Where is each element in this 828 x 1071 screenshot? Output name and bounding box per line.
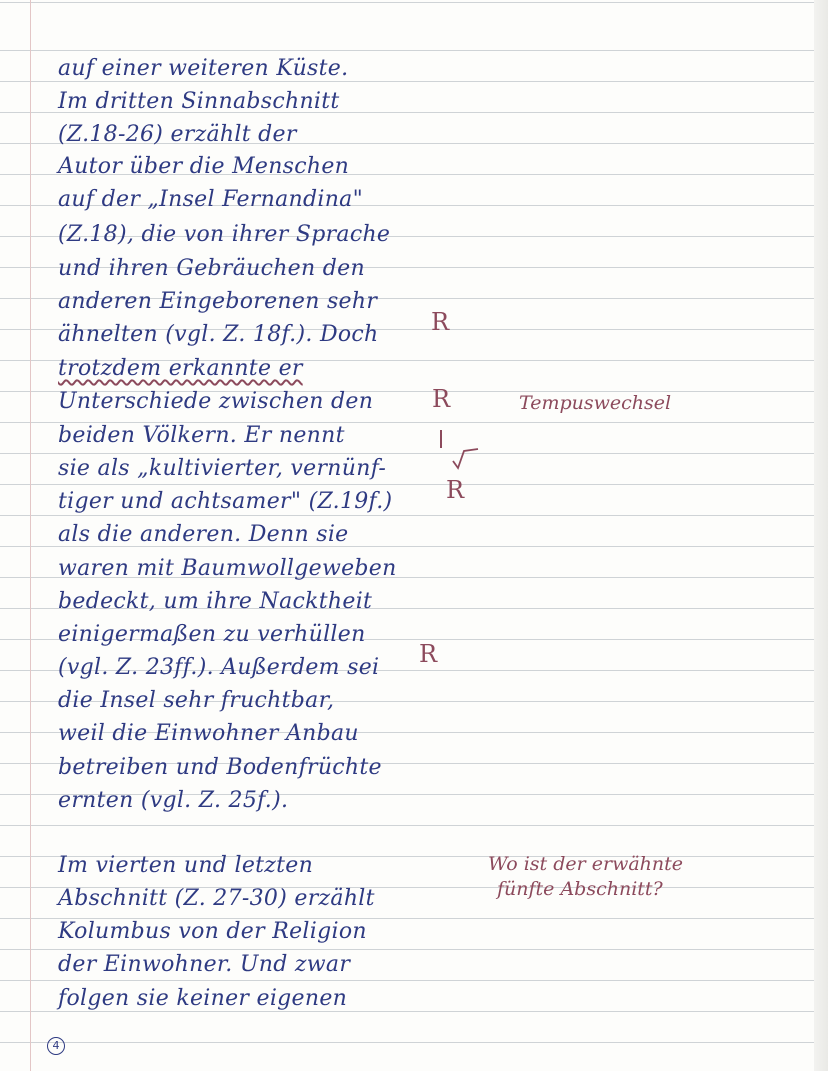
text-line: waren mit Baumwollgeweben	[58, 556, 397, 581]
text-line: und ihren Gebräuchen den	[58, 256, 365, 281]
text-line: ernten (vgl. Z. 25f.).	[58, 788, 289, 813]
text-line: betreiben und Bodenfrüchte	[58, 755, 382, 780]
text-line: Autor über die Menschen	[58, 154, 350, 179]
page-edge	[814, 0, 828, 1071]
text-line: (vgl. Z. 23ff.). Außerdem sei	[58, 655, 380, 680]
text-line: folgen sie keiner eigenen	[58, 986, 348, 1011]
text-line: Im dritten Sinnabschnitt	[58, 89, 340, 114]
correction-comment-section: Wo ist der erwähnte	[488, 853, 684, 875]
correction-mark: R	[432, 385, 451, 413]
text-line: auf einer weiteren Küste.	[58, 56, 349, 81]
text-line: weil die Einwohner Anbau	[58, 721, 359, 746]
text-line: sie als „kultivierter, vernünf-	[58, 456, 387, 481]
text-line: trotzdem erkannte er	[58, 356, 303, 381]
text-line: die Insel sehr fruchtbar,	[58, 688, 335, 713]
text-line: tiger und achtsamer" (Z.19f.)	[58, 489, 393, 514]
text-line: Im vierten und letzten	[58, 853, 314, 878]
text-line: einigermaßen zu verhüllen	[58, 622, 366, 647]
text-line: als die anderen. Denn sie	[58, 522, 349, 547]
text-line: anderen Eingeborenen sehr	[58, 289, 378, 314]
correction-mark: R	[431, 308, 450, 336]
text-line: Unterschiede zwischen den	[58, 389, 374, 414]
text-line: der Einwohner. Und zwar	[58, 952, 351, 977]
correction-comment-tense: Tempuswechsel	[519, 392, 672, 414]
text-line: ähnelten (vgl. Z. 18f.). Doch	[58, 322, 379, 347]
margin-rule	[30, 0, 31, 1071]
check-icon	[451, 448, 481, 470]
text-line: auf der „Insel Fernandina"	[58, 187, 364, 212]
correction-comment-section: fünfte Abschnitt?	[497, 878, 663, 900]
text-line: bedeckt, um ihre Nacktheit	[58, 589, 373, 614]
correction-mark: R	[446, 476, 465, 504]
text-line: (Z.18), die von ihrer Sprache	[58, 222, 391, 247]
correction-stroke	[440, 430, 442, 448]
text-line: Kolumbus von der Religion	[58, 919, 367, 944]
text-line: (Z.18-26) erzählt der	[58, 122, 297, 147]
page-number: 4	[47, 1037, 65, 1055]
correction-mark: R	[419, 640, 438, 668]
text-line: Abschnitt (Z. 27-30) erzählt	[58, 886, 375, 911]
text-line: beiden Völkern. Er nennt	[58, 423, 345, 448]
